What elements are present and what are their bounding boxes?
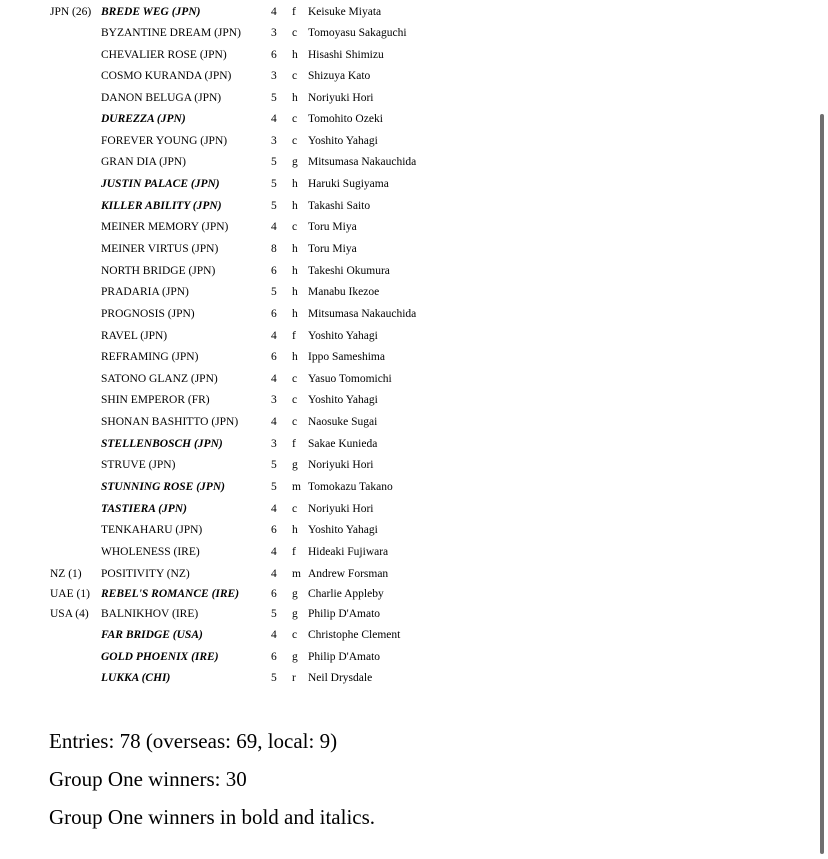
horse-name: GRAN DIA (JPN) [101,156,186,168]
horse-name: RAVEL (JPN) [101,330,168,342]
sex-cell: h [292,243,298,255]
trainer-name: Takeshi Okumura [308,265,390,277]
sex-cell: g [292,651,298,663]
trainer-name: Yoshito Yahagi [308,135,378,147]
horse-name: BALNIKHOV (IRE) [101,608,199,620]
sex-cell: f [292,438,296,450]
horse-name: STRUVE (JPN) [101,459,176,471]
trainer-name: Charlie Appleby [308,588,384,600]
trainer-name: Naosuke Sugai [308,416,378,428]
sex-cell: c [292,70,298,82]
sex-cell: c [292,27,298,39]
horse-name: BREDE WEG (JPN) [101,6,201,18]
country-cell: USA (4) [50,608,89,620]
age-cell: 3 [271,394,277,406]
horse-name: FOREVER YOUNG (JPN) [101,135,228,147]
trainer-name: Shizuya Kato [308,70,371,82]
sex-cell: h [292,49,298,61]
sex-cell: h [292,308,298,320]
trainer-name: Sakae Kunieda [308,438,378,450]
horse-name: GOLD PHOENIX (IRE) [101,651,219,663]
age-cell: 3 [271,135,277,147]
sex-cell: h [292,351,298,363]
sex-cell: c [292,394,298,406]
sex-cell: m [292,481,301,493]
sex-cell: c [292,629,298,641]
age-cell: 4 [271,416,277,428]
trainer-name: Yasuo Tomomichi [308,373,392,385]
age-cell: 6 [271,588,277,600]
group-one-count: Group One winners: 30 [49,767,247,791]
trainer-name: Yoshito Yahagi [308,524,378,536]
horse-name: REFRAMING (JPN) [101,351,199,363]
horse-name: DUREZZA (JPN) [101,113,186,125]
sex-cell: g [292,156,298,168]
age-cell: 6 [271,524,277,536]
trainer-name: Neil Drysdale [308,672,373,684]
horse-name: STUNNING ROSE (JPN) [101,481,225,493]
trainer-name: Philip D'Amato [308,608,381,620]
vertical-scrollbar[interactable] [814,0,828,859]
horse-name: PROGNOSIS (JPN) [101,308,195,320]
trainer-name: Philip D'Amato [308,651,381,663]
horse-name: STELLENBOSCH (JPN) [101,438,223,450]
age-cell: 6 [271,351,277,363]
age-cell: 6 [271,265,277,277]
sex-cell: c [292,416,298,428]
trainer-name: Yoshito Yahagi [308,394,378,406]
sex-cell: h [292,265,298,277]
trainer-name: Christophe Clement [308,629,401,641]
age-cell: 4 [271,503,277,515]
age-cell: 3 [271,27,277,39]
age-cell: 5 [271,286,277,298]
sex-cell: h [292,524,298,536]
entries-count: Entries: 78 (overseas: 69, local: 9) [49,729,338,753]
horse-name: SHONAN BASHITTO (JPN) [101,416,239,428]
sex-cell: g [292,588,298,600]
country-cell: UAE (1) [50,588,90,600]
horse-name: LUKKA (CHI) [101,672,171,684]
age-cell: 3 [271,70,277,82]
scrollbar-thumb[interactable] [820,114,824,854]
horse-name: MEINER VIRTUS (JPN) [101,243,219,255]
sex-cell: h [292,286,298,298]
trainer-name: Tomoyasu Sakaguchi [308,27,407,39]
horse-name: POSITIVITY (NZ) [101,568,190,580]
trainer-name: Tomohito Ozeki [308,113,383,125]
trainer-name: Tomokazu Takano [308,481,393,493]
horse-name: CHEVALIER ROSE (JPN) [101,49,227,61]
age-cell: 6 [271,308,277,320]
age-cell: 4 [271,546,277,558]
sex-cell: f [292,6,296,18]
age-cell: 4 [271,221,277,233]
horse-name: MEINER MEMORY (JPN) [101,221,229,233]
age-cell: 5 [271,200,277,212]
age-cell: 8 [271,243,277,255]
country-cell: JPN (26) [50,6,92,18]
legend-note: Group One winners in bold and italics. [49,805,376,829]
horse-name: DANON BELUGA (JPN) [101,92,222,104]
sex-cell: r [292,672,296,684]
trainer-name: Ippo Sameshima [308,351,385,363]
age-cell: 5 [271,92,277,104]
age-cell: 5 [271,672,277,684]
country-cell: NZ (1) [50,568,82,580]
sex-cell: c [292,221,298,233]
trainer-name: Mitsumasa Nakauchida [308,308,417,320]
horse-name: NORTH BRIDGE (JPN) [101,265,216,277]
horse-name: PRADARIA (JPN) [101,286,189,298]
trainer-name: Noriyuki Hori [308,459,374,471]
horse-name: SATONO GLANZ (JPN) [101,373,218,385]
sex-cell: c [292,503,298,515]
sex-cell: c [292,135,298,147]
sex-cell: g [292,459,298,471]
trainer-name: Manabu Ikezoe [308,286,380,298]
age-cell: 6 [271,651,277,663]
trainer-name: Mitsumasa Nakauchida [308,156,417,168]
horse-name: JUSTIN PALACE (JPN) [101,178,220,190]
trainer-name: Hideaki Fujiwara [308,546,389,558]
age-cell: 5 [271,178,277,190]
horse-name: SHIN EMPEROR (FR) [101,394,210,406]
sex-cell: f [292,546,296,558]
sex-cell: m [292,568,301,580]
age-cell: 5 [271,459,277,471]
sex-cell: f [292,330,296,342]
sex-cell: c [292,373,298,385]
trainer-name: Noriyuki Hori [308,92,374,104]
horse-name: BYZANTINE DREAM (JPN) [101,27,241,39]
age-cell: 4 [271,113,277,125]
age-cell: 4 [271,373,277,385]
age-cell: 4 [271,330,277,342]
sex-cell: h [292,92,298,104]
sex-cell: c [292,113,298,125]
trainer-name: Toru Miya [308,221,357,233]
summary [49,722,375,836]
trainer-name: Toru Miya [308,243,357,255]
age-cell: 4 [271,629,277,641]
age-cell: 4 [271,6,277,18]
age-cell: 6 [271,49,277,61]
horse-name: TASTIERA (JPN) [101,503,187,515]
horse-name: TENKAHARU (JPN) [101,524,203,536]
trainer-name: Keisuke Miyata [308,6,382,18]
horse-name: REBEL'S ROMANCE (IRE) [101,588,240,600]
sex-cell: h [292,200,298,212]
trainer-name: Takashi Saito [308,200,371,212]
age-cell: 5 [271,156,277,168]
age-cell: 3 [271,438,277,450]
horse-name: KILLER ABILITY (JPN) [101,200,222,212]
trainer-name: Noriyuki Hori [308,503,374,515]
horse-name: COSMO KURANDA (JPN) [101,70,232,82]
trainer-name: Andrew Forsman [308,568,389,580]
horse-name: FAR BRIDGE (USA) [101,629,203,641]
trainer-name: Yoshito Yahagi [308,330,378,342]
horse-name: WHOLENESS (IRE) [101,546,200,558]
age-cell: 5 [271,608,277,620]
age-cell: 5 [271,481,277,493]
trainer-name: Haruki Sugiyama [308,178,389,190]
age-cell: 4 [271,568,277,580]
trainer-name: Hisashi Shimizu [308,49,384,61]
sex-cell: g [292,608,298,620]
sex-cell: h [292,178,298,190]
